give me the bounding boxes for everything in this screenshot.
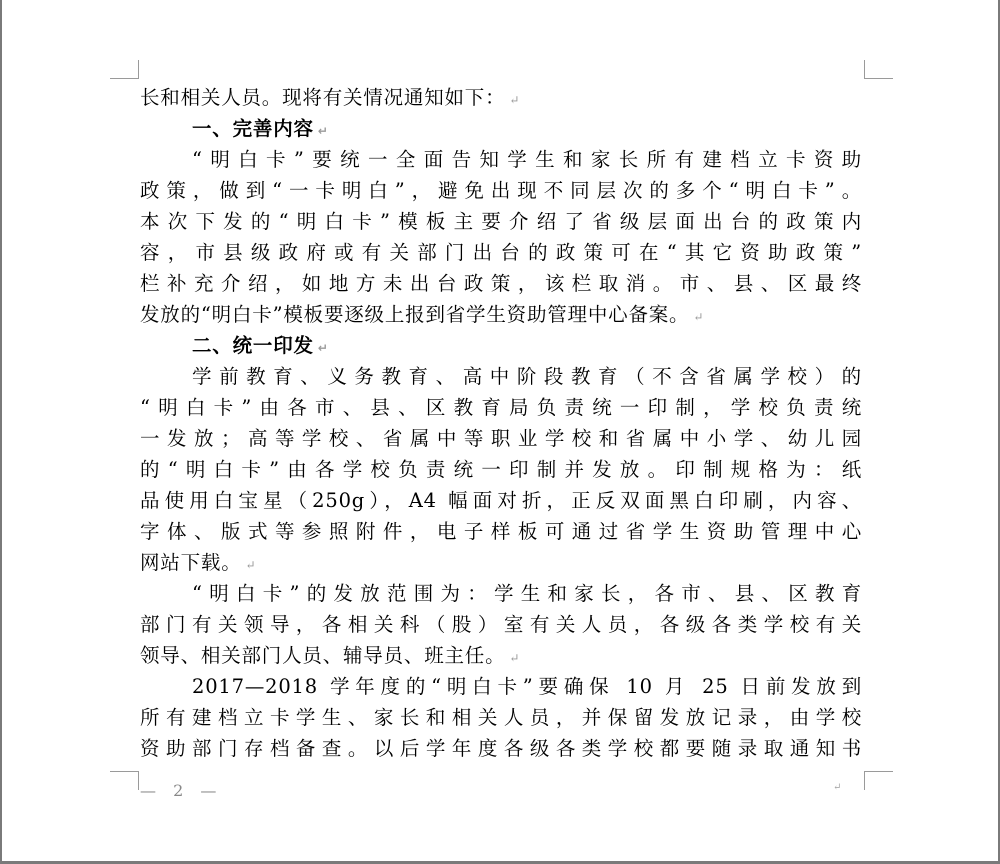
paragraph-mark: ↵: [245, 558, 256, 572]
text-line: [140, 702, 862, 733]
text-line: [140, 578, 862, 609]
paragraph-mark: ↵: [693, 310, 704, 324]
crop-mark-bottom-right: [864, 771, 893, 790]
text-line: [140, 485, 862, 516]
line-text: 一、完善内容: [192, 117, 314, 140]
line-text: 政策，做到“一卡明白”，避免出现不同层次的多个“明白卡”。: [140, 179, 862, 202]
text-line: [140, 392, 862, 423]
line-text: 领导、相关部门人员、辅导员、班主任。: [140, 644, 506, 667]
line-text: 品使用白宝星（250g），A4 幅面对折，正反双面黑白印刷，内容、: [140, 489, 862, 512]
text-line: [140, 361, 862, 392]
line-text: 容，市县级政府或有关部门出台的政策可在“其它资助政策”: [140, 241, 862, 264]
line-text: 发放的“明白卡”模板要逐级上报到省学生资助管理中心备案。: [140, 303, 690, 326]
footer-paragraph-mark: ↵: [833, 782, 842, 793]
line-text: “明白卡”要统一全面告知学生和家长所有建档立卡资助: [192, 148, 862, 171]
line-text: 本次下发的“明白卡”模板主要介绍了省级层面出台的政策内: [140, 210, 862, 233]
line-text: 一发放；高等学校、省属中等职业学校和省属中小学、幼儿园: [140, 427, 862, 450]
crop-mark-bottom-left: [110, 771, 139, 790]
crop-mark-top-right: [864, 60, 893, 79]
paragraph-mark: ↵: [509, 93, 520, 107]
page-number: — 2 —: [140, 781, 223, 800]
line-text: 学前教育、义务教育、高中阶段教育（不含省属学校）的: [192, 365, 862, 388]
text-line: [140, 206, 862, 237]
text-line: [140, 144, 862, 175]
paragraph-mark: ↵: [509, 651, 520, 665]
crop-mark-top-left: [110, 60, 139, 79]
text-line: [140, 237, 862, 268]
text-line: [140, 640, 862, 671]
paragraph-mark: ↵: [317, 341, 328, 355]
line-text: 长和相关人员。现将有关情况通知如下：: [140, 86, 506, 109]
text-line: [140, 547, 862, 578]
section-heading: [140, 330, 862, 361]
text-line: [140, 671, 862, 702]
text-line: [140, 609, 862, 640]
section-heading: [140, 113, 862, 144]
line-text: 的“明白卡”由各学校负责统一印制并发放。印制规格为：纸: [140, 458, 862, 481]
text-line: [140, 423, 862, 454]
text-line: [140, 454, 862, 485]
text-line: [140, 82, 862, 113]
line-text: “明白卡”的发放范围为：学生和家长，各市、县、区教育: [192, 582, 862, 605]
text-line: [140, 733, 862, 764]
line-text: 2017—2018 学年度的“明白卡”要确保 10 月 25 日前发放到: [192, 675, 862, 698]
line-text: 资助部门存档备查。以后学年度各级各类学校都要随录取通知书: [140, 737, 862, 760]
line-text: 栏补充介绍，如地方未出台政策，该栏取消。市、县、区最终: [140, 272, 862, 295]
line-text: “明白卡”由各市、县、区教育局负责统一印制，学校负责统: [140, 396, 862, 419]
line-text: 字体、版式等参照附件，电子样板可通过省学生资助管理中心: [140, 520, 862, 543]
text-line: [140, 268, 862, 299]
text-line: [140, 299, 862, 330]
line-text: 网站下载。: [140, 551, 242, 574]
paragraph-mark: ↵: [317, 124, 328, 138]
line-text: 所有建档立卡学生、家长和相关人员，并保留发放记录，由学校: [140, 706, 862, 729]
document-body[interactable]: [140, 82, 862, 764]
text-line: [140, 175, 862, 206]
line-text: 部门有关领导，各相关科（股）室有关人员，各级各类学校有关: [140, 613, 862, 636]
line-text: 二、统一印发: [192, 334, 314, 357]
text-line: [140, 516, 862, 547]
